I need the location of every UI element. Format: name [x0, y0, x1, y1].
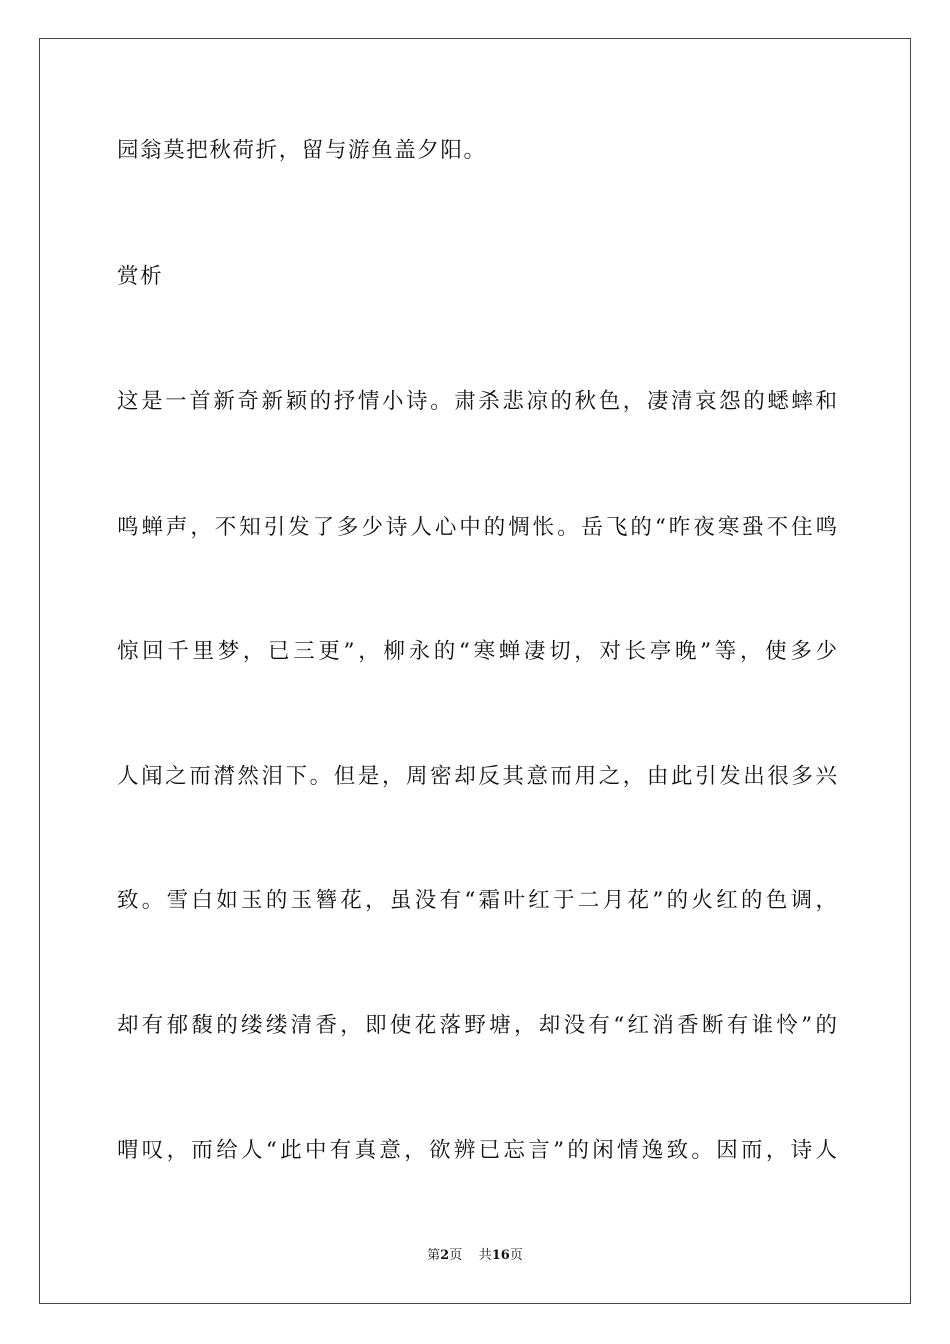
page-border — [39, 38, 911, 1304]
page-footer — [0, 1247, 950, 1265]
paragraph-line: 这是一首新奇新颖的抒情小诗。肃杀悲凉的秋色，凄清哀怨的蟋蟀和 — [117, 389, 837, 414]
section-heading: 赏析 — [117, 264, 164, 289]
paragraph-line: 喟叹，而给人“此中有真意，欲辨已忘言”的闲情逸致。因而，诗人 — [117, 1138, 837, 1163]
footer-total-suffix: 页 — [509, 1248, 523, 1263]
footer-total-prefix: 共 — [478, 1248, 492, 1263]
paragraph-line: 致。雪白如玉的玉簪花，虽没有“霜叶红于二月花”的火红的色调， — [117, 888, 837, 913]
poem-line: 园翁莫把秋荷折，留与游鱼盖夕阳。 — [117, 138, 487, 163]
paragraph-line: 惊回千里梦，已三更”，柳永的“寒蝉凄切，对长亭晚”等，使多少 — [117, 639, 837, 664]
footer-page-suffix: 页 — [449, 1248, 463, 1263]
footer-page-prefix: 第 — [427, 1248, 441, 1263]
paragraph-line: 却有郁馥的缕缕清香，即使花落野塘，却没有“红消香断有谁怜”的 — [117, 1013, 837, 1038]
paragraph-line: 人闻之而潸然泪下。但是，周密却反其意而用之，由此引发出很多兴 — [117, 764, 837, 789]
paragraph-line: 鸣蝉声，不知引发了多少诗人心中的惆怅。岳飞的“昨夜寒蛩不住鸣 — [117, 515, 837, 540]
footer-total-pages: 16 — [491, 1248, 510, 1263]
footer-page-number: 2 — [440, 1248, 450, 1263]
